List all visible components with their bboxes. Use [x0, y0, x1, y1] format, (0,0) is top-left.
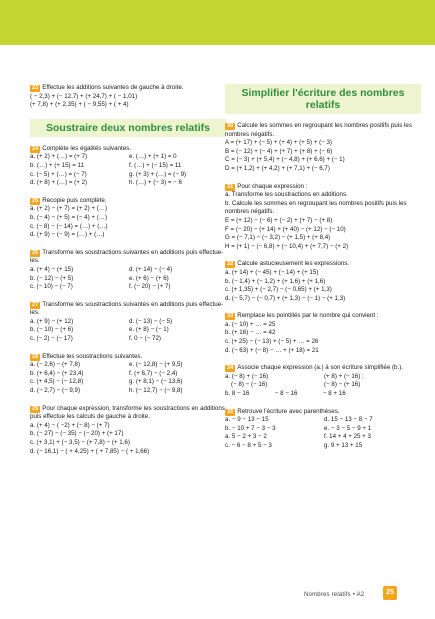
expression: a. 5 − 2 + 3 − 2 [225, 433, 267, 441]
expression: (− 8) − (− 16) [231, 381, 268, 389]
expression-grid [30, 318, 226, 344]
expression: B = (− 12) + (− 4) + (+ 7) + (+ 8) + (− 6) [225, 147, 333, 155]
exercise-instruction: Retrouve l'écriture avec parenthèses. [237, 407, 340, 415]
exercise-number: 26 [32, 249, 39, 256]
expression: d. (− 16,1) − ( + 4,25) + ( + 7,85) − ( + 1,66) [30, 447, 150, 455]
expression: d. (+ 9) − (− 9) = (…) + (…) [30, 231, 105, 239]
exercise-number: 31 [227, 183, 234, 190]
exercise-number: 35 [227, 408, 234, 415]
expression: b. (− 27) − (− 35) − (− 20) + (+ 17) [30, 430, 124, 438]
expression: ( − 2,3) + (− 12,7) + (+ 24,7) + ( − 1,01) [30, 92, 138, 100]
exercise-instruction: Remplace les pointillés par le nombre qui convient : [237, 312, 379, 320]
expression: b. (− 1,4) + (− 1,2) + (+ 1,6) + (+ 1,6) [225, 277, 326, 285]
exercise-instruction: Transforme les soustractions suivantes en additions puis effectue-les. [30, 248, 224, 265]
expression: b. (+ 6,4) − (+ 23,4) [30, 369, 84, 377]
expression: d. (− 13) − (− 5) [129, 317, 173, 325]
expression: e. (+ 8) − (− 1) [129, 326, 169, 334]
expression: c. (− 5) + (…) = (− 7) [30, 170, 87, 178]
exercise-27 [30, 301, 226, 344]
exercise-instruction: Complète les égalités suivantes. [42, 144, 131, 152]
instruction-step: b. Calcule les sommes en regroupant les nombres positifs puis les nombres négatifs. [225, 199, 407, 216]
expression: d. (+ 8) + (…) = (+ 2) [30, 179, 88, 187]
exercise-number: 28 [32, 353, 39, 360]
exercise-instruction: Pour chaque expression, transforme les soustractions en additions puis effectue les calculs de gauche à droite. [30, 404, 225, 421]
expression: a. (+ 14) + (− 45) + (− 14) + (+ 15) [225, 268, 319, 276]
simplified-row [225, 390, 421, 399]
expression: b. (− 4) − (+ 5) = (− 4) + (…) [30, 213, 108, 221]
expression: (+ 8) + (− 16) ; [324, 372, 364, 380]
exercise-number: 23 [32, 85, 39, 91]
expression: c. − 6 − 8 + 5 − 3 [225, 442, 272, 449]
expression: c. (− 2) − (− 17) [30, 335, 73, 343]
section-title: Simplifier l'écriture des nombres relatifs [225, 84, 421, 114]
exercise-25 [30, 197, 226, 240]
exercise-26 [30, 249, 226, 292]
expression: A = (+ 17) + (− 5) + (+ 4) + (+ 5) + (− 3) [225, 139, 332, 147]
expression: g. 9 + 13 + 15 [324, 442, 363, 449]
top-banner [0, 0, 435, 45]
exercise-instruction: Effectue les soustractions suivantes. [42, 352, 143, 360]
exercise-number: 32 [227, 261, 234, 268]
expression: h. (− 12,7) − (− 9,8) [129, 387, 183, 395]
expression: f. (…) + (− 15) = 11 [129, 161, 182, 169]
expression: a. (+ 4) − (+ 15) [30, 265, 74, 273]
page-number: 25 [383, 586, 397, 600]
exercise-instruction: Effectue les additions suivantes de gauche à droite. [42, 84, 184, 91]
expression: g. (+ 3) + (…) = (− 9) [129, 170, 187, 178]
expression: e. (+ 6) − (+ 6) [129, 274, 169, 282]
expression: h. (…) + (− 3) = − 6 [129, 179, 182, 187]
expression: c. (− 10) − (− 7) [30, 283, 73, 291]
expression: d. 15 − 13 − 8 − 7 [324, 416, 373, 424]
expression: g. (+ 8,1) − (− 13,6) [129, 378, 183, 386]
expression: − 8 + 16 [322, 390, 346, 398]
expression: a. (− 8) + (− 16) [225, 372, 269, 380]
exercise-30 [225, 122, 421, 174]
expression: f. (+ 6,7) − (− 2,4) [129, 369, 178, 377]
exercise-34 [225, 364, 421, 398]
expression: a. (− 10) + … = 25 [225, 320, 276, 328]
expression: a. (+ 9) − (+ 12) [30, 317, 74, 325]
expression-grid [30, 361, 226, 395]
exercise-32 [225, 260, 421, 303]
exercise-24 [30, 145, 226, 188]
expression: c. (+ 1,35) + (− 2,7) − (− 0,65) + (+ 1,3) [225, 286, 332, 294]
expression: b. (− 10) − (+ 6) [30, 326, 74, 334]
expression: b. (…) + (+ 15) = 11 [30, 161, 85, 169]
expression: a. (− 2,6) − (+ 7,8) [30, 361, 81, 369]
exercise-28 [30, 353, 226, 396]
expression: f. (− 20) − (+ 7) [129, 283, 171, 291]
footer-chapter: Nombres relatifs • A2 [304, 592, 365, 598]
exercise-31 [225, 183, 421, 252]
exercise-instruction: Recopie puis complète. [42, 196, 107, 204]
expression: a. − 9 − 13 − 15 [225, 416, 269, 424]
exercise-number: 25 [32, 197, 39, 204]
expression: d. (− 2,7) − (− 9,9) [30, 387, 81, 395]
expression: G = (− 7,1) − (− 3,2) − (+ 1,5) + (+ 8,4) [225, 234, 331, 242]
expression: e. (− 12,8) − (+ 9,5) [129, 361, 183, 369]
exercise-instruction: Transforme les soustractions suivantes en additions puis effectue-les. [30, 300, 224, 317]
expression: f. 0 − (− 72) [129, 335, 161, 343]
expression: c. (+ 4,5) − (− 12,8) [30, 378, 84, 386]
expression: c. (− 8) − (− 14) = (…) + (…) [30, 222, 108, 230]
expression-grid [225, 416, 421, 450]
expression: b. (− 12) − (+ 5) [30, 274, 74, 282]
right-column [225, 84, 421, 460]
instruction-step: a. Transforme les soustractions en additions. [225, 191, 348, 199]
expression: d. (+ 14) − (− 4) [129, 265, 173, 273]
expression-grid [30, 153, 226, 187]
expression: (+ 7,8) + (+ 2,35) + ( − 9,55) + ( + 4) [30, 101, 129, 109]
expression: H = (+ 1) − (− 6,8) + (− 10,4) + (+ 7,7) − (+ 2) [225, 242, 349, 250]
exercise-number: 33 [227, 313, 234, 320]
expression: f. 14 + 4 + 25 + 3 [324, 433, 371, 441]
expression: b. − 10 + 7 − 3 − 3 [225, 424, 276, 432]
exercise-instruction: Calcule astucieusement les expressions. [237, 260, 350, 268]
section-title: Soustraire deux nombres relatifs [30, 119, 226, 137]
expression-grid [30, 266, 226, 292]
exercise-29 [30, 405, 226, 457]
expression: a. (+ 2) + (…) = (+ 7) [30, 153, 88, 161]
exercise-number: 34 [227, 365, 234, 372]
expression: b. (+ 16) − … = 42 [225, 329, 276, 337]
expression: D = (+ 1,2) + (+ 4,2) + (+ 7,1) + (− 6,7) [225, 164, 330, 172]
expression: (− 8) − (+ 16) [324, 381, 361, 389]
exercise-instruction: Calcule les sommes en regroupant les nombres positifs puis les nombres négatifs. [225, 122, 412, 138]
expression: a. (+ 2) − (+ 7) = (+ 2) + (…) [30, 205, 108, 213]
exercise-23 [30, 84, 226, 110]
expression: − 8 − 16 [274, 390, 298, 398]
exercise-number: 29 [32, 405, 39, 412]
expression: c. (+ 3,1) + (− 3,5) − (+ 7,8) − (+ 1,6) [30, 439, 130, 446]
expression: d. (− 5,7) − (− 0,7) + (+ 1,3) − (− 1) − (+ 1,3) [225, 294, 346, 302]
expression: a. (+ 4) − ( −2) + (− 8) − (+ 7) [30, 421, 110, 429]
exercise-instruction: Associe chaque expression (a.) à son écriture simplifiée (b.). [237, 364, 403, 372]
expression: d. (− 63) + (− 8) − … + (+ 18) = 21 [225, 346, 319, 354]
exercise-35 [225, 408, 421, 451]
left-column [30, 84, 226, 465]
expression: e. (…) + (+ 1) = 0 [129, 153, 177, 161]
expression: e. − 3 − 5 − 9 + 1 [324, 424, 372, 432]
expression-grid [225, 373, 421, 390]
exercise-number: 27 [32, 301, 39, 308]
exercise-number: 24 [32, 145, 39, 152]
expression: E = (+ 12) − (− 6) + (− 2) + (+ 7) − (+ 8) [225, 216, 333, 224]
expression: C = (− 3) + (+ 5,4) + (− 4,8) + (+ 6,6) + (− 1) [225, 156, 345, 164]
exercise-33 [225, 312, 421, 355]
expression: c. (+ 25) − (− 13) + (− 5) + … = 26 [225, 338, 319, 346]
exercise-number: 30 [227, 123, 234, 129]
expression: F = (− 20) − (+ 14) + (+ 40) − (+ 12) − (− 10) [225, 225, 346, 233]
exercise-instruction: Pour chaque expression : [237, 182, 308, 190]
expression: b. 8 − 16 [225, 390, 250, 398]
